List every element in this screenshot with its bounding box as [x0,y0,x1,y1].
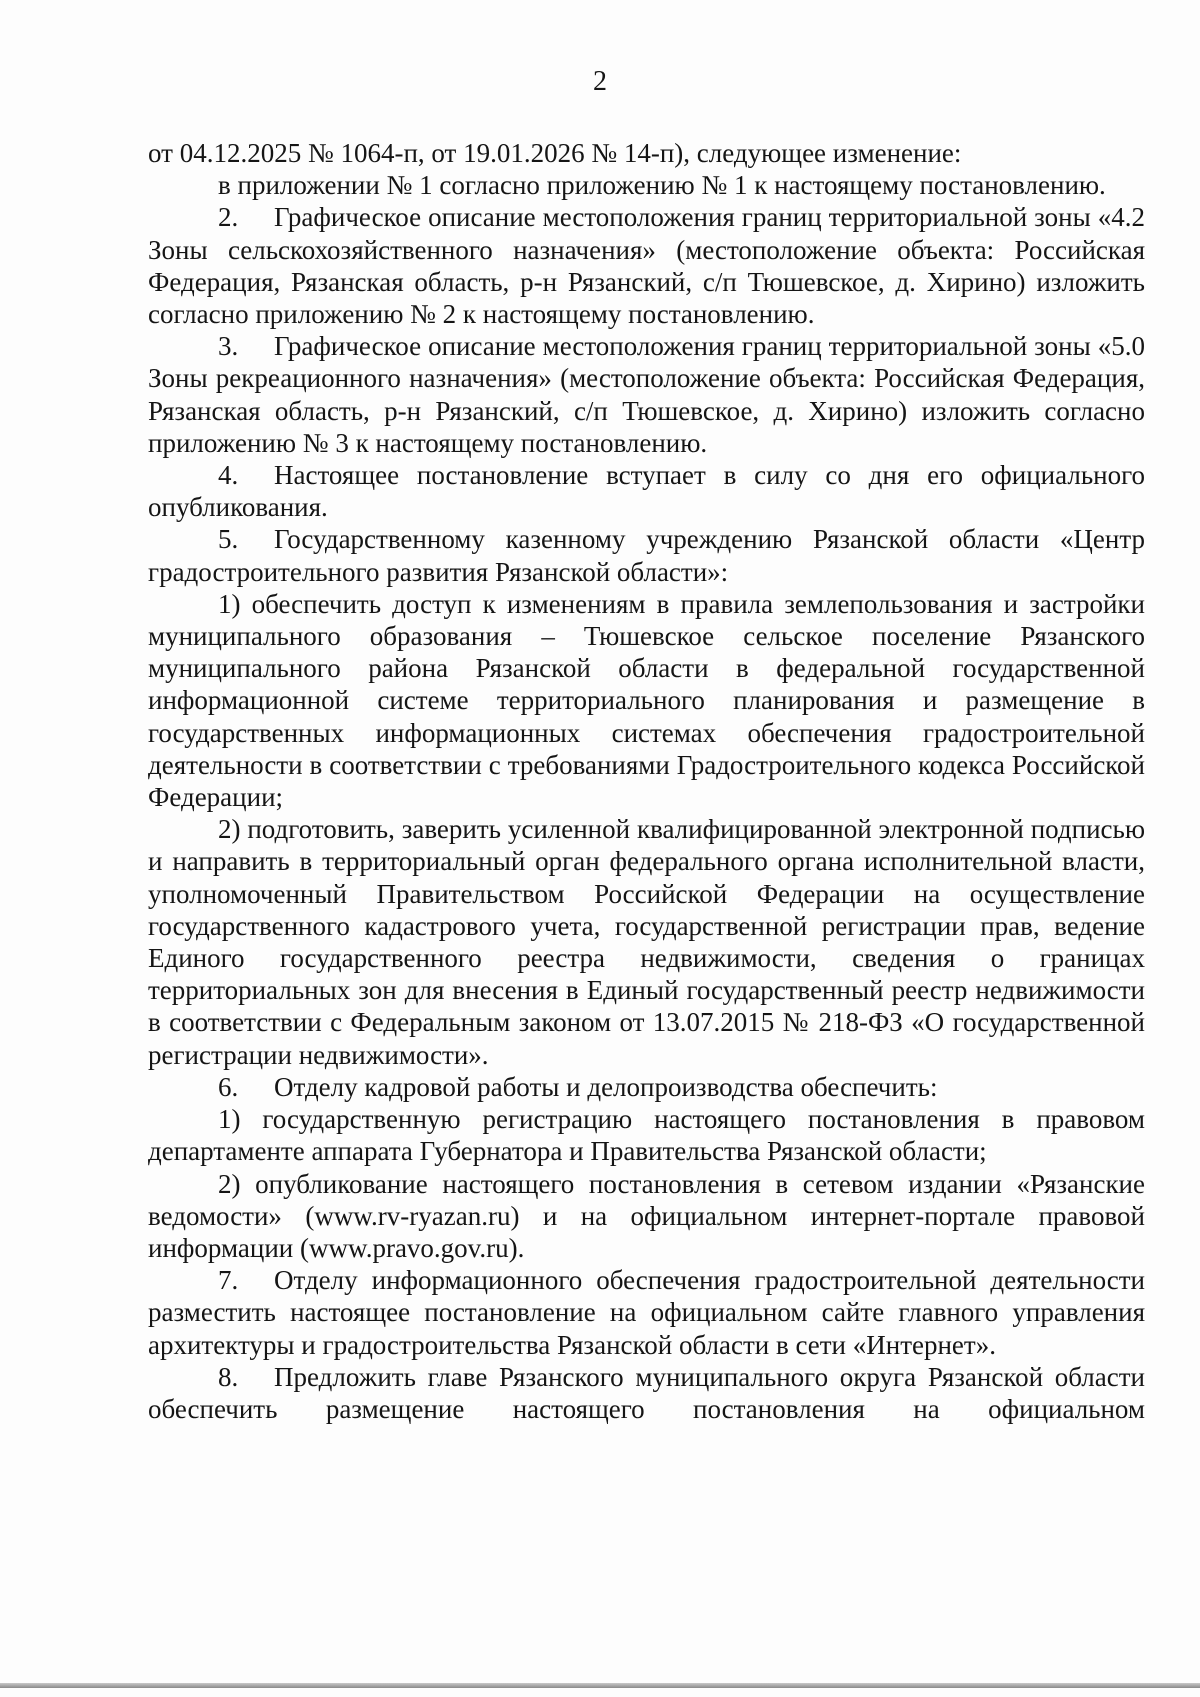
paragraph-text: 1) государственную регистрацию настоящего постановления в правовом департаменте аппарата Губернатора и Правительства Рязанской области; [148,1104,1145,1167]
paragraph-amendment [148,169,1145,201]
paragraph-text: Настоящее постановление вступает в силу со дня его официального опубликования. [148,460,1145,523]
paragraph-text: в приложении № 1 согласно приложению № 1 к настоящему постановлению. [218,170,1106,201]
paragraph-text: 1) обеспечить доступ к изменениям в правила землепользования и застройки муниципального образования – Тюшевское сельское поселение Рязанского муниципального района Рязанской области в федеральной государственной информационной системе территориального планирования и размещение в государственных информационных системах обеспечения градостроительной деятельности в соответствии с требованиями Градостроительного кодекса Российской Федерации; [148,588,1145,813]
paragraph-text: Отделу кадровой работы и делопроизводства обеспечить: [274,1071,938,1102]
item-number: 6. [218,1071,239,1102]
paragraph-text: от 04.12.2025 № 1064-п, от 19.01.2026 № 14-п), следующее изменение: [148,138,962,168]
paragraph-item-2 [148,201,1145,330]
item-number: 8. [218,1361,239,1392]
paragraph-item-3 [148,330,1145,459]
paragraph-item-7 [148,1264,1145,1361]
page-number: 2 [593,66,607,97]
paragraph-text: 2) подготовить, заверить усиленной квалифицированной электронной подписью и направить в территориальный орган федерального органа исполнительной власти, уполномоченный Правительством Российской Федерации на осуществление государственного кадастрового учета, государственной регистрации прав, ведение Единого государственного реестра недвижимости, сведения о границах территориальных зон для внесения в Единый государственный реестр недвижимости в соответствии с Федеральным законом от 13.07.2015 № 218-ФЗ «О государственной регистрации недвижимости». [148,814,1145,1070]
paragraph-subitem-6-2 [148,1168,1145,1265]
paragraph-subitem-6-1 [148,1103,1145,1167]
paragraph-text: Графическое описание местоположения границ территориальной зоны «4.2 Зоны сельскохозяйственного назначения» (местоположение объекта: Российская Федерация, Рязанская область, р-н Рязанский, с/п Тюшевское, д. Хирино) изложить согласно приложению № 2 к настоящему постановлению. [148,202,1145,330]
document-body [148,137,1145,1425]
item-number: 3. [218,331,239,362]
paragraph-text: Отделу информационного обеспечения градостроительной деятельности разместить настоящее постановление на официальном сайте главного управления архитектуры и градостроительства Рязанской области в сети «Интернет». [148,1265,1145,1360]
item-number: 5. [218,524,239,555]
paragraph-continuation [148,137,1145,169]
paragraph-item-5 [148,523,1145,587]
scan-bottom-edge [0,1683,1200,1688]
paragraph-subitem-5-2 [148,813,1145,1071]
paragraph-subitem-5-1 [148,588,1145,813]
paragraph-text: Государственному казенному учреждению Рязанской области «Центр градостроительного развития Рязанской области»: [148,524,1145,587]
paragraph-item-4 [148,459,1145,523]
paragraph-item-8 [148,1361,1145,1425]
paragraph-text: 2) опубликование настоящего постановления в сетевом издании «Рязанские ведомости» (www.rv-ryazan.ru) и на официальном интернет-портале правовой информации (www.pravo.gov.ru). [148,1168,1145,1263]
item-number: 4. [218,460,239,491]
item-number: 7. [218,1265,239,1296]
paragraph-text: Графическое описание местоположения границ территориальной зоны «5.0 Зоны рекреационного назначения» (местоположение объекта: Российская Федерация, Рязанская область, р-н Рязанский, с/п Тюшевское, д. Хирино) изложить согласно приложению № 3 к настоящему постановлению. [148,331,1145,458]
paragraph-text: Предложить главе Рязанского муниципального округа Рязанской области обеспечить размещение настоящего постановления на официальном [148,1361,1145,1424]
item-number: 2. [218,202,239,233]
paragraph-item-6 [148,1071,1145,1103]
